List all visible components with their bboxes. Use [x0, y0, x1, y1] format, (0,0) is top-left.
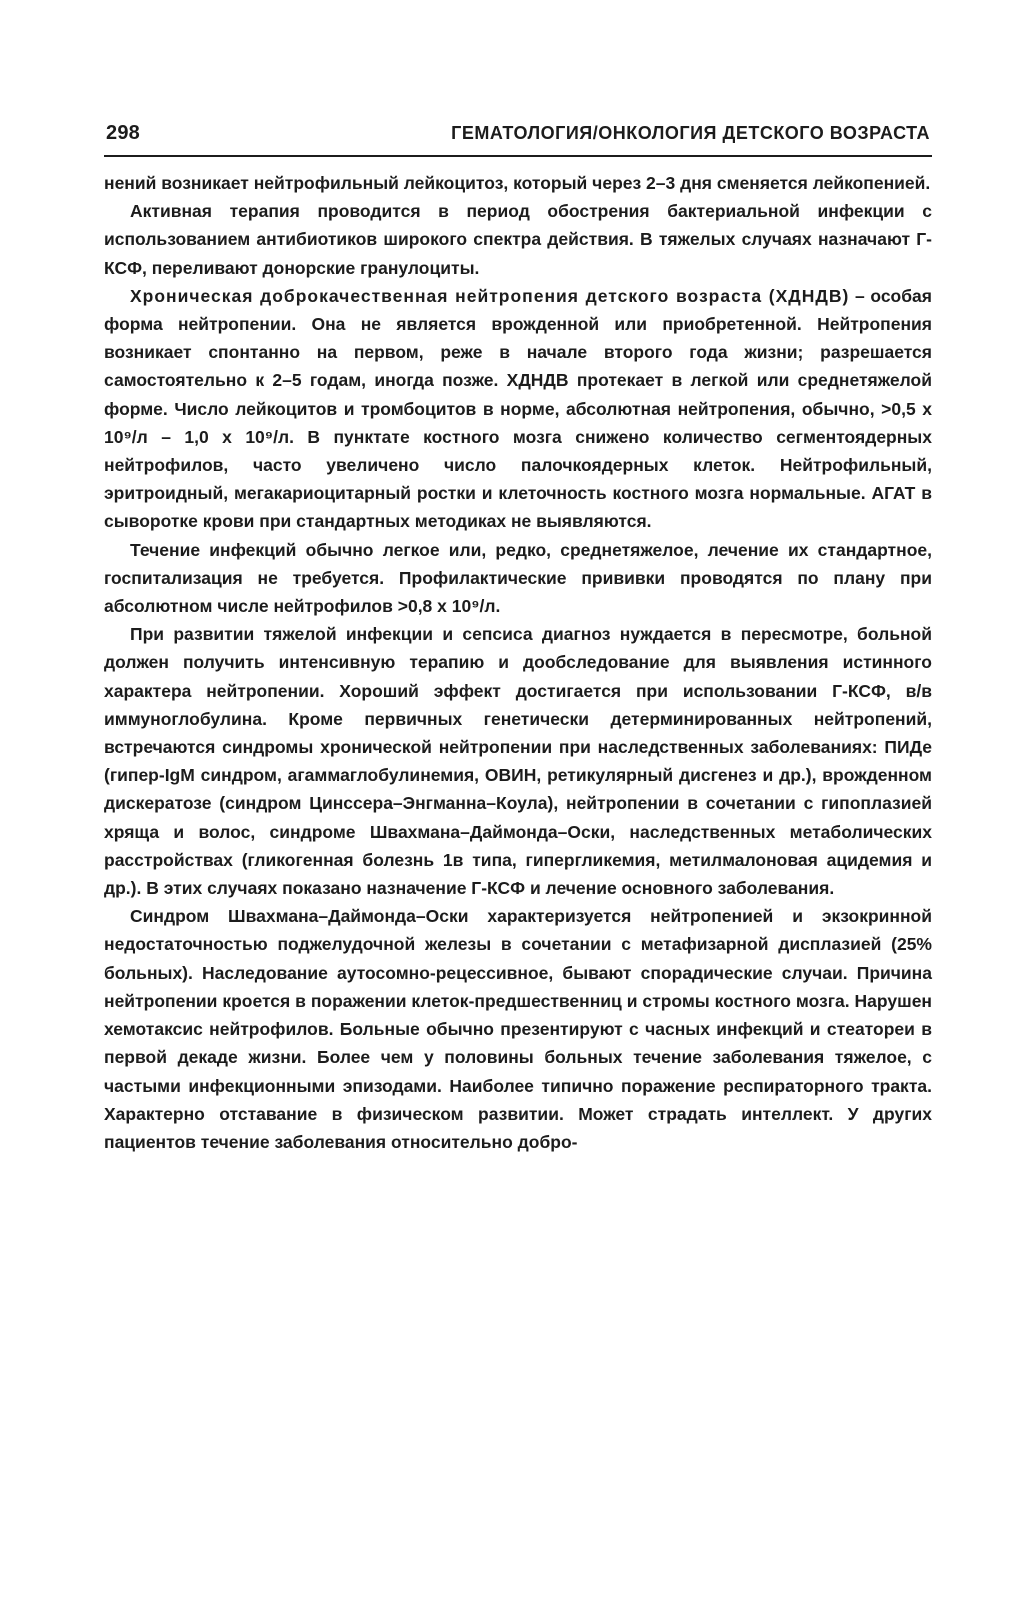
paragraph-severe-infection: При развитии тяжелой инфекции и сепсиса диагноз нуждается в пересмотре, больной должен получить интенсивную терапию и дообследование для выявления истинного характера нейтропении. Хороший эффект достигается при использовании Г-КСФ, в/в иммуноглобулина. Кроме первичных генетически детерминированных нейтропений, встречаются синдромы хронической нейтропении при наследственных заболеваниях: ПИДе (гипер-IgM синдром, агаммаглобулинемия, ОВИН, ретикулярный дисгенез и др.), врожденном дискератозе (синдром Цинссера–Энгманна–Коула), нейтропении в сочетании с гипоплазией хряща и волос, синдроме Швахмана–Даймонда–Оски, наследственных метаболических расстройствах (гликогенная болезнь 1в типа, гипергликемия, метилмалоновая ацидемия и др.). В этих случаях показано назначение Г-КСФ и лечение основного заболевания. [104, 624, 932, 899]
paragraph-infections: Течение инфекций обычно легкое или, редко, среднетяжелое, лечение их стандартное, госпитализация не требуется. Профилактические прививки проводятся по плану при абсолютном числе нейтрофилов >0,8 х 10⁹/л. [104, 539, 932, 617]
paragraph-continued: нений возникает нейтрофильный лейкоцитоз, который через 2–3 дня сменяется лейкопенией. [104, 173, 931, 193]
paragraph-shwachman [104, 902, 932, 1156]
term-hdndv: Хроническая доброкачественная нейтропения детского возраста (ХДНДВ) [130, 285, 850, 306]
term-shwachman: Синдром Швахмана–Даймонда–Оски [130, 906, 469, 927]
page-number: 298 [106, 122, 140, 144]
paragraph-hdndv [104, 282, 932, 536]
book-page [104, 122, 932, 1156]
paragraph-shwachman-text: характеризуется нейтропенией и экзокринной недостаточностью поджелудочной железы в сочетании с метафизарной дисплазией (25% больных). Наследование аутосомно-рецессивное, бывают спорадические случаи. Причина нейтропении кроется в поражении клеток-предшественниц и стромы костного мозга. Нарушен хемотаксис нейтрофилов. Больные обычно презентируют с часных инфекций и стеатореи в первой декаде жизни. Более чем у половины больных течение заболевания тяжелое, с частыми инфекционными эпизодами. Наиболее типично поражение респираторного тракта. Характерно отставание в физическом развитии. Может страдать интеллект. У других пациентов течение заболевания относительно добро- [104, 906, 932, 1152]
body-text [104, 169, 932, 1156]
book-title: ГЕМАТОЛОГИЯ/ОНКОЛОГИЯ ДЕТСКОГО ВОЗРАСТА [451, 123, 930, 143]
paragraph-hdndv-text: – особая форма нейтропении. Она не является врожденной или приобретенной. Нейтропения возникает спонтанно на первом, реже в начале второго года жизни; разрешается самостоятельно к 2–5 годам, иногда позже. ХДНДВ протекает в легкой или среднетяжелой форме. Число лейкоцитов и тромбоцитов в норме, абсолютная нейтропения, обычно, >0,5 х 10⁹/л – 1,0 х 10⁹/л. В пунктате костного мозга снижено количество сегментоядерных нейтрофилов, часто увеличено число палочкоядерных клеток. Нейтрофильный, эритроидный, мегакариоцитарный ростки и клеточность костного мозга нормальные. АГАТ в сыворотке крови при стандартных методиках не выявляются. [104, 285, 932, 532]
paragraph-therapy: Активная терапия проводится в период обострения бактериальной инфекции с использованием антибиотиков широкого спектра действия. В тяжелых случаях назначают Г-КСФ, переливают донорские гранулоциты. [104, 201, 932, 278]
running-header [104, 122, 932, 157]
